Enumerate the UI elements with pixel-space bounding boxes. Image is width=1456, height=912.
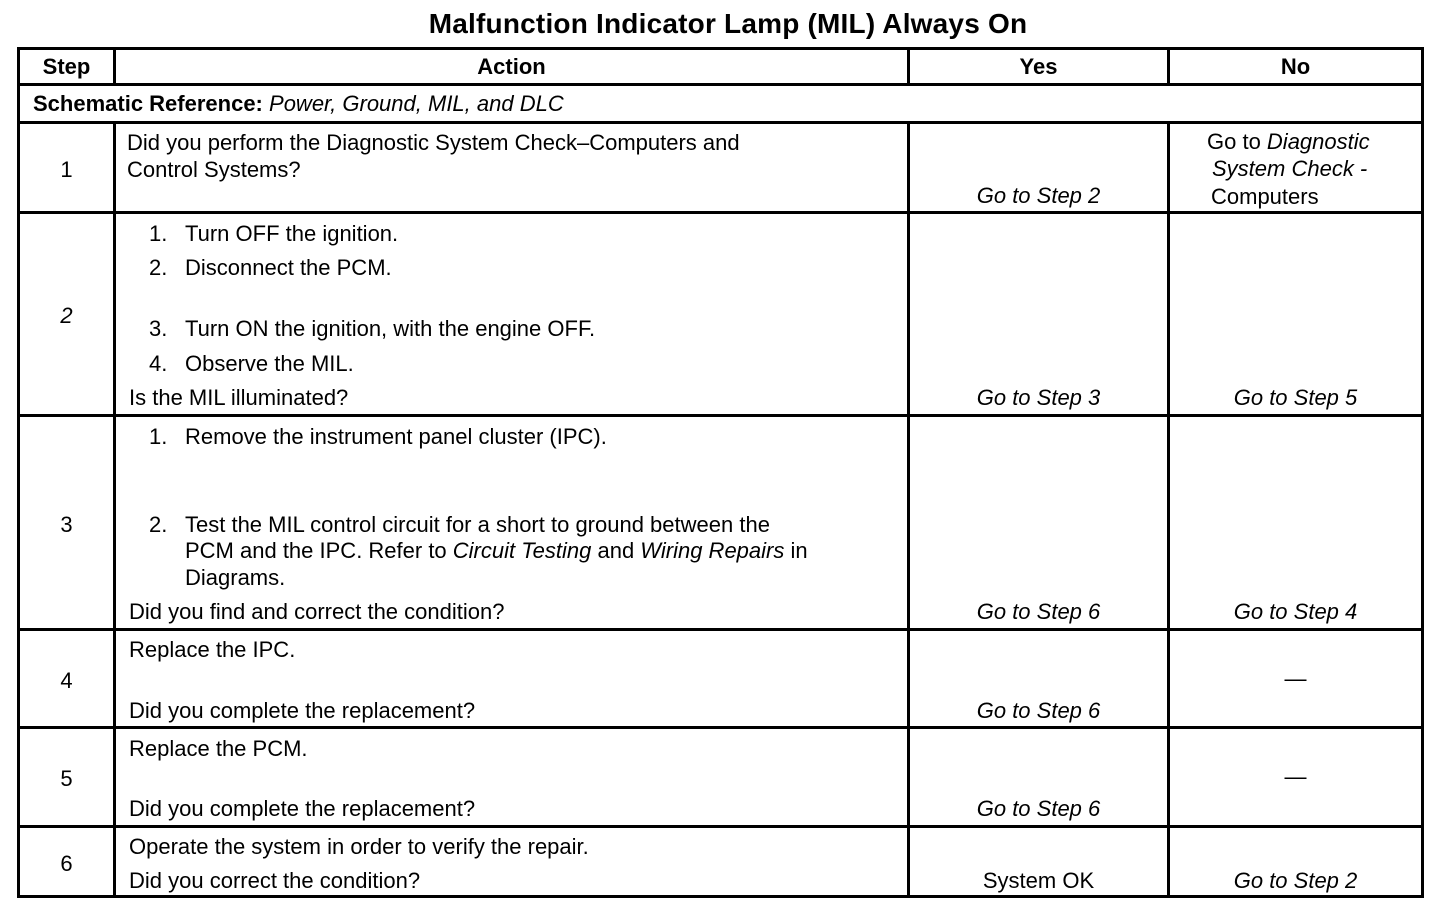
yes-outcome: Go to Step 6	[976, 796, 1101, 821]
list-number: 2.	[149, 512, 168, 537]
list-number: 4.	[149, 351, 168, 376]
list-item: Observe the MIL.	[185, 351, 354, 376]
question-text: Did you correct the condition?	[129, 868, 421, 893]
action-text: Replace the IPC.	[129, 637, 296, 662]
no-outcome: —	[1284, 764, 1307, 789]
action-text: Replace the PCM.	[129, 736, 308, 761]
list-item: Turn ON the ignition, with the engine OFF.	[185, 316, 596, 341]
diagnostic-table	[17, 47, 1424, 898]
step-number: 5	[60, 766, 73, 791]
action-text: Did you perform the Diagnostic System Check–Computers and	[127, 130, 740, 155]
table-border-bottom	[17, 895, 1424, 898]
reference-link: Wiring Repairs	[640, 538, 785, 563]
row-divider	[17, 414, 1424, 417]
table-border-right	[1421, 47, 1424, 898]
no-outcome: Go to Step 5	[1233, 385, 1358, 410]
list-number: 2.	[149, 255, 168, 280]
question-text: Did you complete the replacement?	[129, 796, 476, 821]
step-number: 2	[60, 303, 73, 328]
step-number: 1	[60, 157, 73, 182]
list-number: 1.	[149, 221, 168, 246]
list-item: Test the MIL control circuit for a short to ground between the	[185, 512, 770, 537]
list-item: Remove the instrument panel cluster (IPC).	[185, 424, 607, 449]
reference-link: Circuit Testing	[452, 538, 592, 563]
header-divider	[17, 83, 1424, 86]
header-no: No	[1280, 54, 1311, 79]
list-item: Disconnect the PCM.	[185, 255, 392, 280]
no-outcome: Go to Step 4	[1233, 599, 1358, 624]
no-outcome: Computers	[1211, 184, 1319, 209]
no-outcome: Go to Step 2	[1233, 868, 1358, 893]
step-number: 4	[60, 668, 73, 693]
col-divider	[907, 121, 910, 898]
action-text: Control Systems?	[127, 157, 301, 182]
schematic-label: Schematic Reference:	[33, 91, 263, 116]
col-divider	[113, 121, 116, 898]
header-yes: Yes	[1019, 54, 1058, 79]
question-text: Is the MIL illuminated?	[129, 385, 349, 410]
step-number: 6	[60, 851, 73, 876]
table-border-top	[17, 47, 1424, 50]
list-item: Turn OFF the ignition.	[185, 221, 399, 246]
yes-outcome: Go to Step 6	[976, 599, 1101, 624]
question-text: Did you complete the replacement?	[129, 698, 476, 723]
yes-outcome: Go to Step 6	[976, 698, 1101, 723]
yes-outcome: System OK	[982, 868, 1095, 893]
reference-link: System Check -	[1212, 156, 1368, 181]
question-text: Did you find and correct the condition?	[129, 599, 505, 624]
row-divider	[17, 211, 1424, 214]
header-step: Step	[42, 54, 91, 79]
yes-outcome: Go to Step 2	[976, 183, 1101, 208]
no-outcome: —	[1284, 666, 1307, 691]
schematic-value: Power, Ground, MIL, and DLC	[269, 91, 564, 116]
list-item: PCM and the IPC. Refer to Circuit Testing and Wiring Repairs in	[185, 538, 808, 563]
yes-outcome: Go to Step 3	[976, 385, 1101, 410]
step-number: 3	[60, 512, 73, 537]
header-action: Action	[477, 54, 546, 79]
row-divider	[17, 628, 1424, 631]
no-outcome: Go to Diagnostic	[1207, 129, 1370, 154]
list-item: Diagrams.	[185, 565, 286, 590]
action-text: Operate the system in order to verify the repair.	[129, 834, 589, 859]
schematic-reference	[33, 91, 564, 117]
list-number: 1.	[149, 424, 168, 449]
page-title: Malfunction Indicator Lamp (MIL) Always On	[428, 8, 1028, 39]
row-divider	[17, 825, 1424, 828]
reference-link: Diagnostic	[1266, 129, 1370, 154]
row-divider	[17, 726, 1424, 729]
list-number: 3.	[149, 316, 168, 341]
schematic-divider	[17, 121, 1424, 124]
